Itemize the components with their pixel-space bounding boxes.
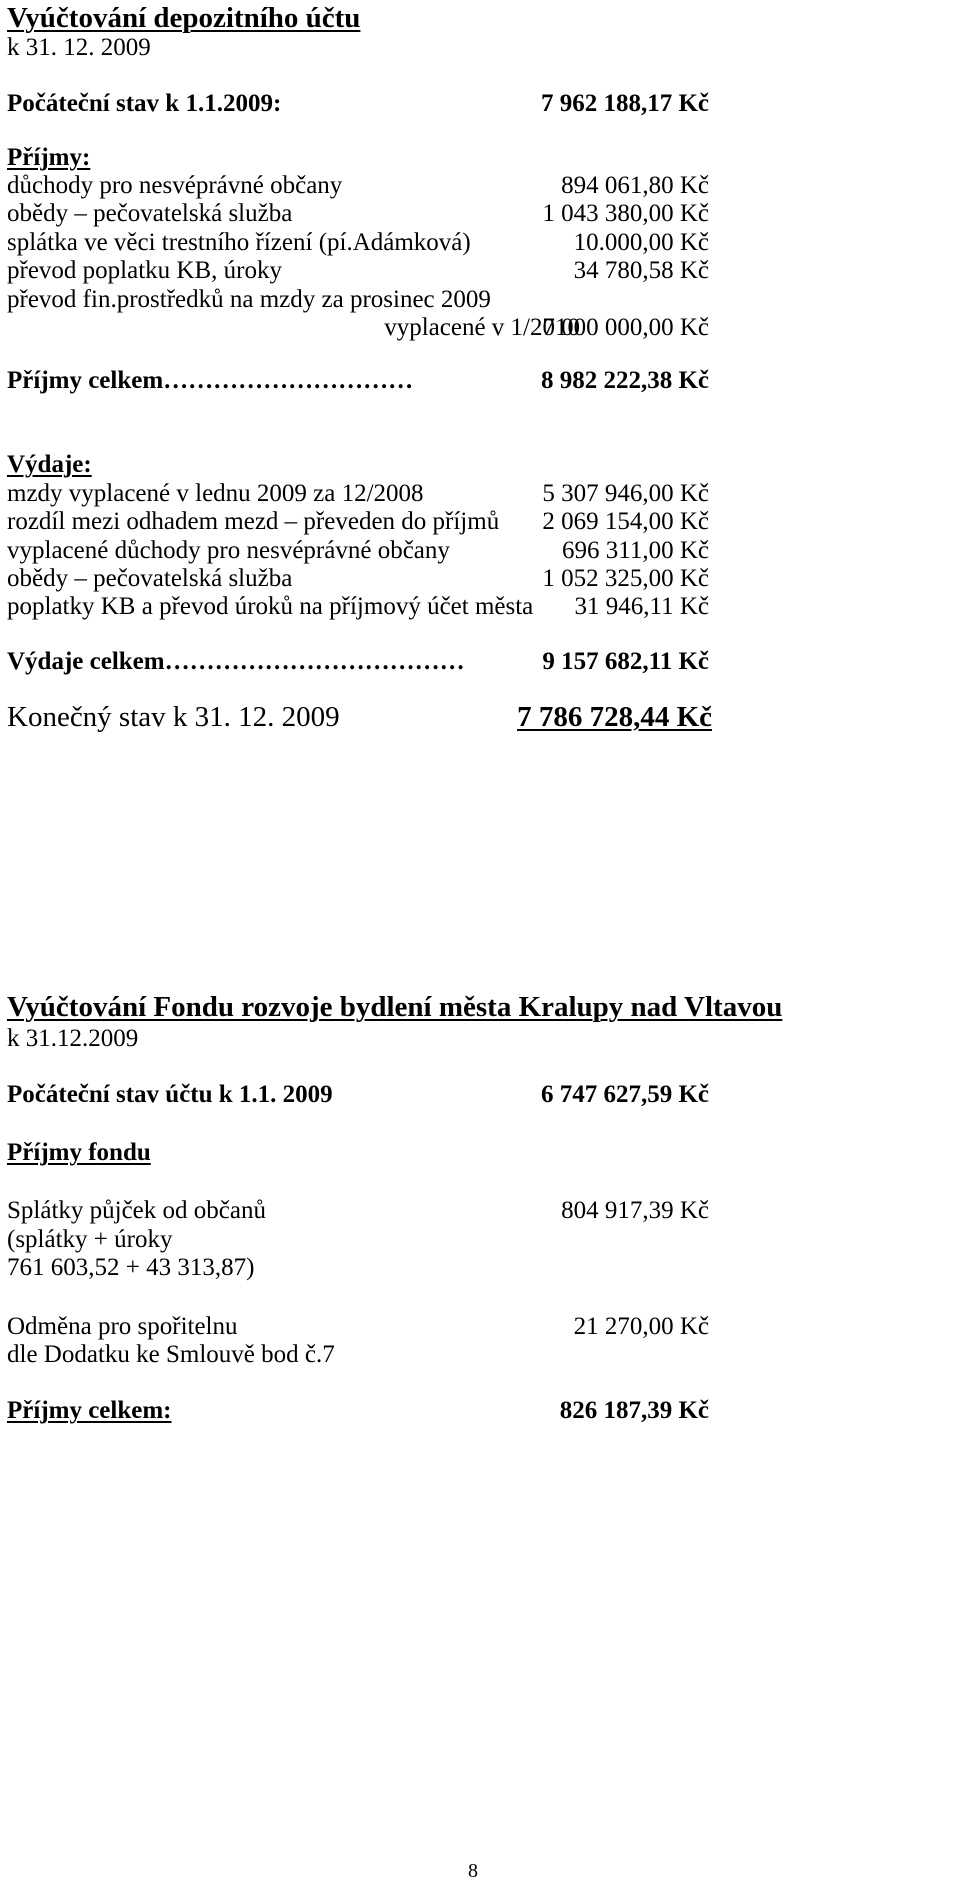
expense-item-value: 1 052 325,00 Kč bbox=[542, 565, 709, 592]
section1-title: Vyúčtování depozitního účtu bbox=[7, 2, 361, 34]
income-item-value: 894 061,80 Kč bbox=[561, 172, 709, 199]
section2-income-total-label: Příjmy celkem: bbox=[7, 1397, 172, 1424]
section2-title: Vyúčtování Fondu rozvoje bydlení města Kralupy nad Vltavou bbox=[7, 991, 783, 1023]
expense-item-label: vyplacené důchody pro nesvéprávné občany bbox=[7, 537, 450, 564]
section1-date: k 31. 12. 2009 bbox=[7, 34, 151, 61]
loans-line: 761 603,52 + 43 313,87) bbox=[7, 1254, 255, 1281]
reward-line: Odměna pro spořitelnu bbox=[7, 1313, 238, 1340]
income-item-label: splátka ve věci trestního řízení (pí.Adámková) bbox=[7, 229, 471, 256]
income-item-label: obědy – pečovatelská služba bbox=[7, 200, 293, 227]
reward-line: dle Dodatku ke Smlouvě bod č.7 bbox=[7, 1341, 335, 1368]
closing-balance-value: 7 786 728,44 Kč bbox=[517, 701, 712, 733]
expense-item-value: 5 307 946,00 Kč bbox=[542, 480, 709, 507]
expense-item-label: rozdíl mezi odhadem mezd – převeden do příjmů bbox=[7, 508, 500, 535]
loans-line: (splátky + úroky bbox=[7, 1226, 173, 1253]
expense-item-value: 696 311,00 Kč bbox=[562, 537, 709, 564]
expense-item-label: obědy – pečovatelská služba bbox=[7, 565, 293, 592]
income-item-label: převod fin.prostředků na mzdy za prosinec 2009 bbox=[7, 286, 491, 313]
section1-opening-label: Počáteční stav k 1.1.2009: bbox=[7, 90, 282, 117]
loans-line: Splátky půjček od občanů bbox=[7, 1197, 266, 1224]
section2-opening-label: Počáteční stav účtu k 1.1. 2009 bbox=[7, 1081, 333, 1108]
income-item-label: převod poplatku KB, úroky bbox=[7, 257, 282, 284]
expense-total-label: Výdaje celkem……………………………… bbox=[7, 648, 465, 675]
section2-income-total-value: 826 187,39 Kč bbox=[559, 1397, 709, 1424]
income-item-label: vyplacené v 1/2010 bbox=[384, 314, 580, 341]
section1-income-heading: Příjmy: bbox=[7, 144, 91, 171]
income-item-value: 34 780,58 Kč bbox=[573, 257, 709, 284]
expense-item-label: poplatky KB a převod úroků na příjmový účet města bbox=[7, 593, 534, 620]
section2-income-heading: Příjmy fondu bbox=[7, 1139, 151, 1166]
closing-balance-label: Konečný stav k 31. 12. 2009 bbox=[7, 701, 340, 733]
section2-date: k 31.12.2009 bbox=[7, 1025, 139, 1052]
reward-value: 21 270,00 Kč bbox=[573, 1313, 709, 1340]
income-item-value: 7 000 000,00 Kč bbox=[542, 314, 709, 341]
expense-item-value: 2 069 154,00 Kč bbox=[542, 508, 709, 535]
expense-item-value: 31 946,11 Kč bbox=[574, 593, 709, 620]
income-total-label: Příjmy celkem………………………… bbox=[7, 367, 414, 394]
section1-expense-heading: Výdaje: bbox=[7, 451, 92, 478]
loans-value: 804 917,39 Kč bbox=[561, 1197, 709, 1224]
expense-item-label: mzdy vyplacené v lednu 2009 za 12/2008 bbox=[7, 480, 424, 507]
section1-opening-value: 7 962 188,17 Kč bbox=[540, 90, 709, 117]
expense-total-value: 9 157 682,11 Kč bbox=[542, 648, 709, 675]
income-item-label: důchody pro nesvéprávné občany bbox=[7, 172, 343, 199]
income-item-value: 1 043 380,00 Kč bbox=[542, 200, 709, 227]
income-total-value: 8 982 222,38 Kč bbox=[540, 367, 709, 394]
income-item-value: 10.000,00 Kč bbox=[573, 229, 709, 256]
section2-opening-value: 6 747 627,59 Kč bbox=[540, 1081, 709, 1108]
page-number: 8 bbox=[468, 1860, 478, 1882]
